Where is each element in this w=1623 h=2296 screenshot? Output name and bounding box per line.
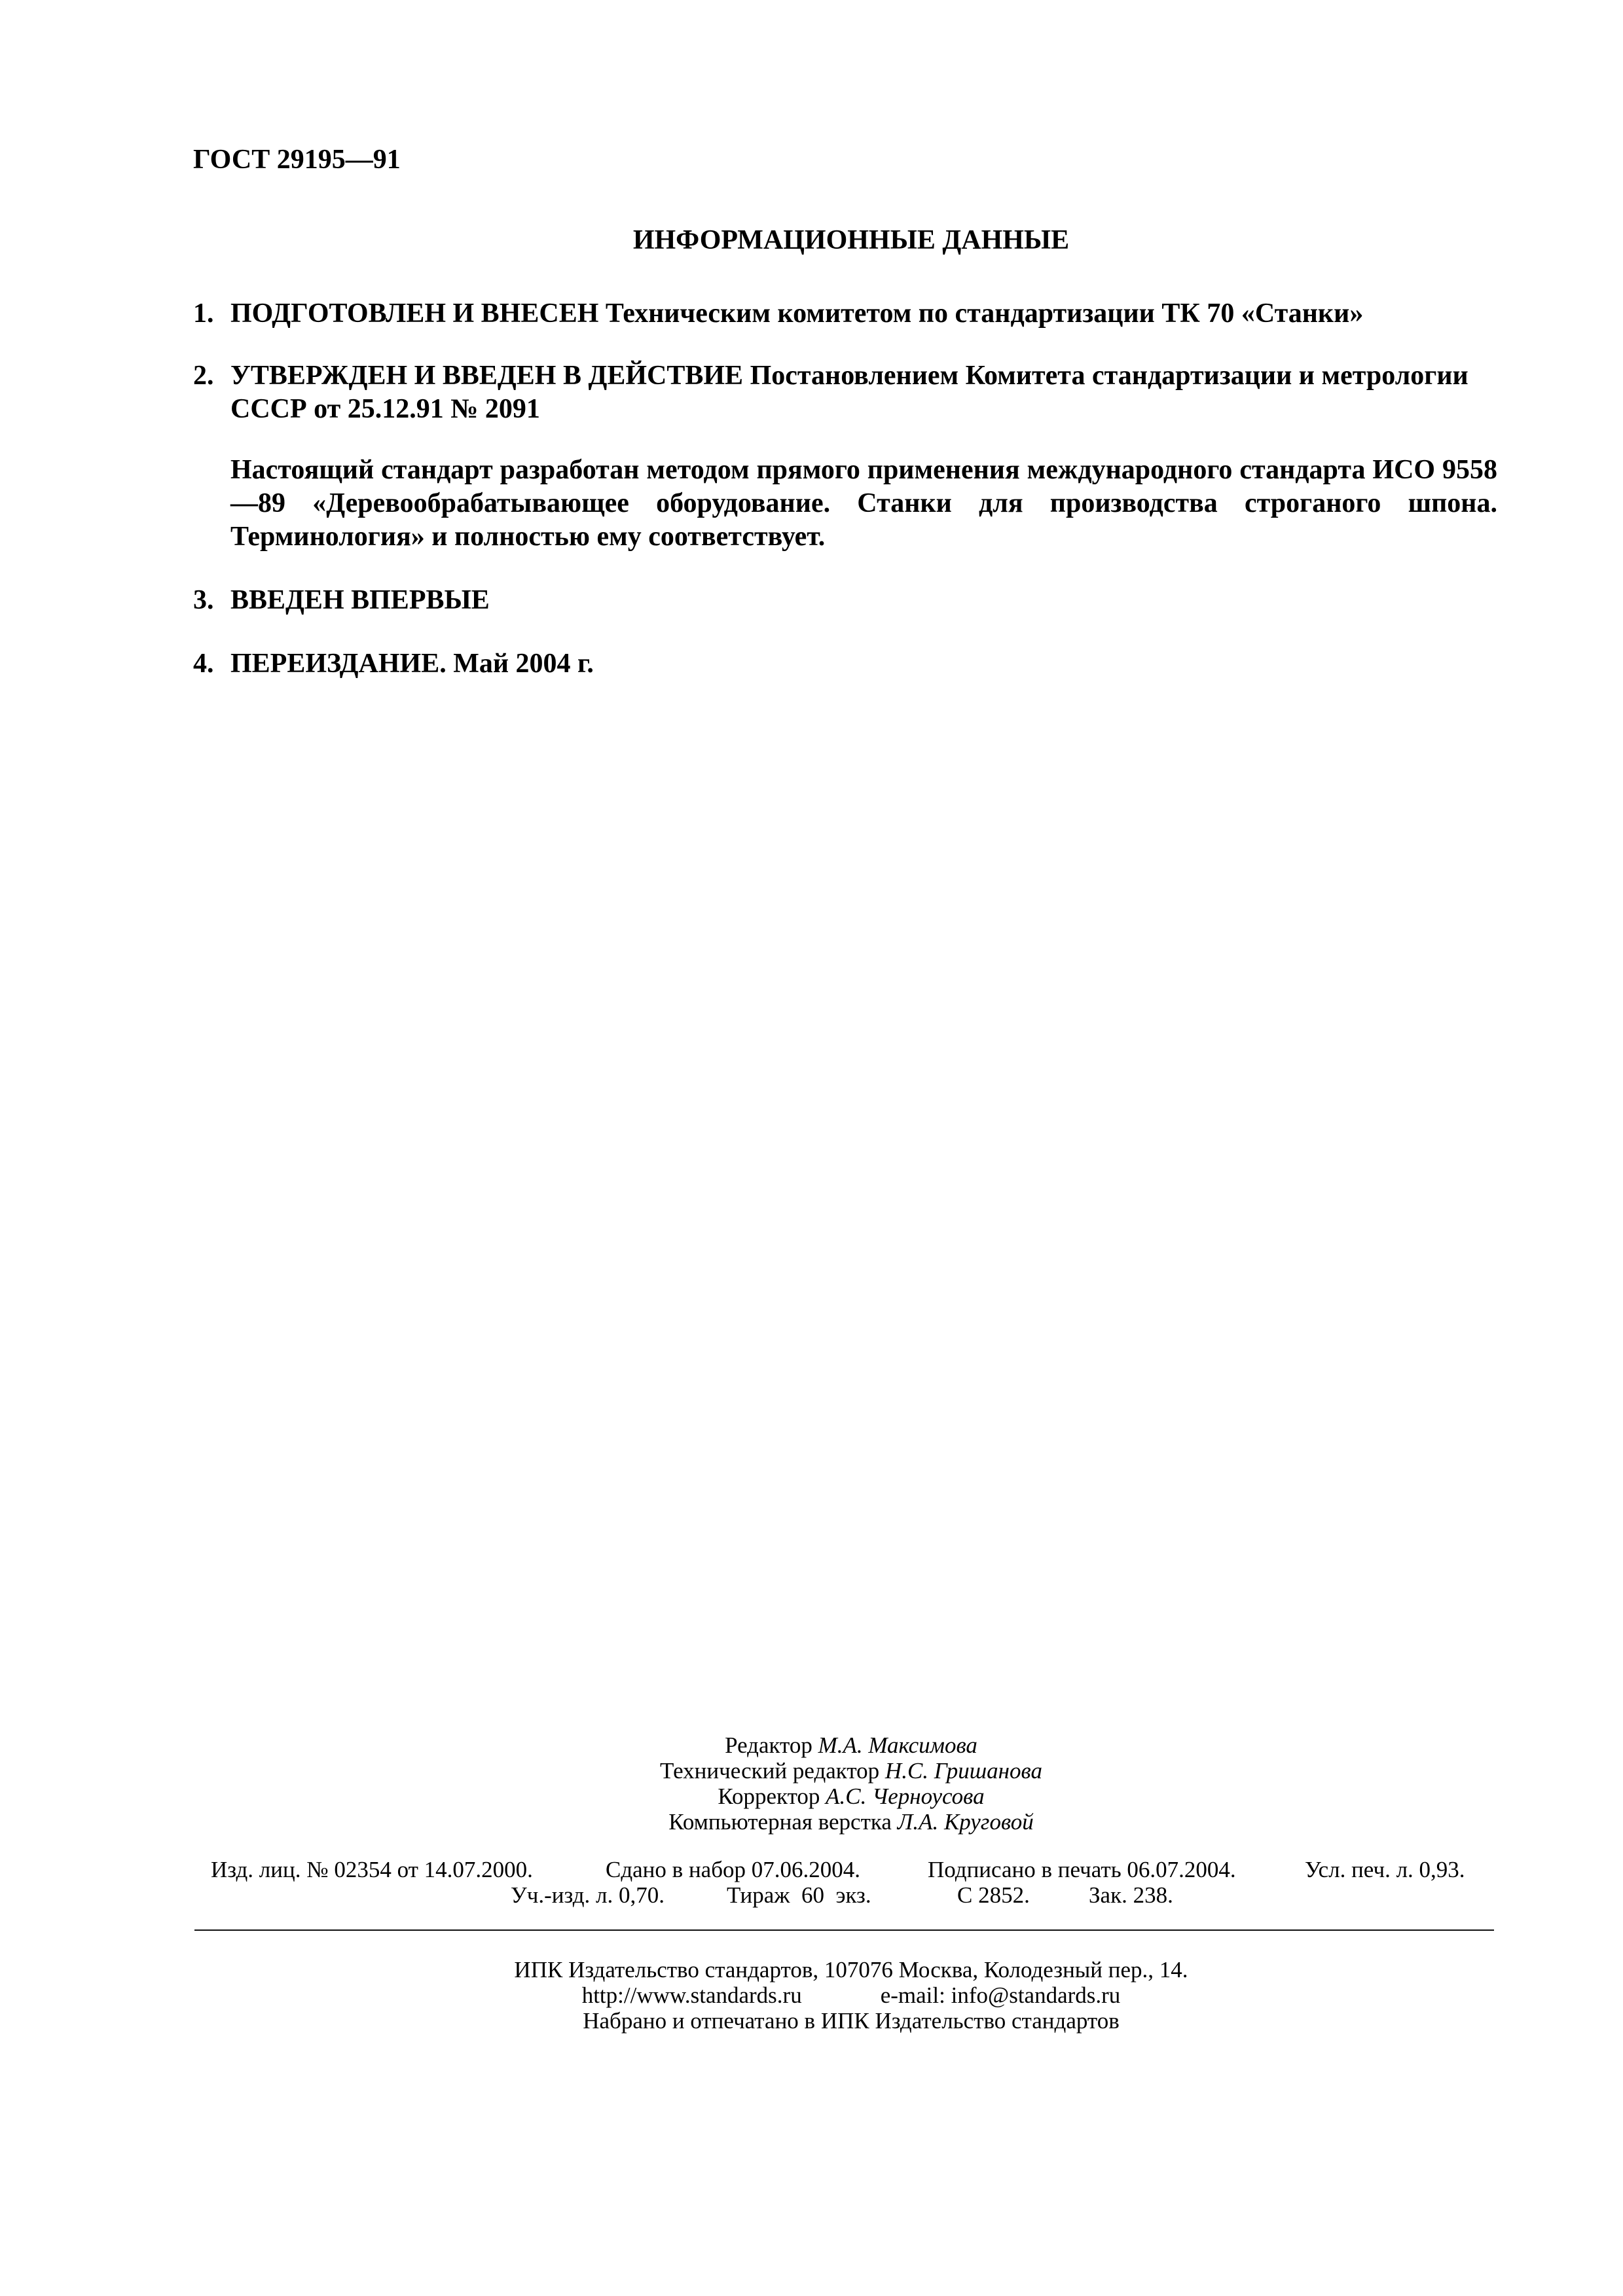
item-text: ВВЕДЕН ВПЕРВЫЕ [230, 585, 490, 615]
credit-editor: Редактор М.А. Максимова [725, 1732, 977, 1758]
imprint-signed: Подписано в печать 06.07.2004. [928, 1857, 1236, 1882]
standard-note: Настоящий стандарт разработан методом прямого применения международного стандарта ИСО 9558—89 «Деревообрабатывающее оборудование. Станки для производства строганого шпона. Терминология» и полностью ему соответствует. [230, 455, 1497, 552]
imprint-license: Изд. лиц. № 02354 от 14.07.2000. [211, 1857, 533, 1882]
imprint-print-sheets: Усл. печ. л. 0,93. [1305, 1857, 1465, 1882]
item-number: 2. [193, 361, 214, 391]
item-number: 3. [193, 585, 214, 615]
divider [194, 1929, 1494, 1931]
item-text: УТВЕРЖДЕН И ВВЕДЕН В ДЕЙСТВИЕ Постановлением Комитета стандартизации и метрологии [230, 361, 1468, 391]
imprint-order: Зак. 238. [1089, 1882, 1173, 1908]
section-title: ИНФОРМАЦИОННЫЕ ДАННЫЕ [632, 225, 1070, 255]
item-text: ПОДГОТОВЛЕН И ВНЕСЕН Техническим комитетом по стандартизации ТК 70 «Станки» [230, 298, 1364, 329]
publisher-email: e-mail: info@standards.ru [880, 1982, 1121, 2008]
publisher-address: ИПК Издательство стандартов, 107076 Москва, Колодезный пер., 14. [514, 1957, 1188, 1982]
item-number: 4. [193, 649, 214, 679]
imprint-circulation: Тираж 60 экз. [727, 1882, 871, 1908]
item-number: 1. [193, 298, 214, 329]
item-text-continued: СССР от 25.12.91 № 2091 [230, 394, 540, 424]
credit-layout: Компьютерная верстка Л.А. Круговой [668, 1809, 1034, 1835]
credit-tech-editor: Технический редактор Н.С. Гришанова [660, 1758, 1042, 1784]
imprint-code: С 2852. [957, 1882, 1030, 1908]
credit-proofreader: Корректор А.С. Черноусова [718, 1784, 985, 1809]
imprint-typeset: Сдано в набор 07.06.2004. [606, 1857, 861, 1882]
publisher-contacts [0, 1982, 1623, 2008]
credits-block [0, 1732, 1623, 1835]
publisher-footer [0, 1957, 1623, 2034]
publisher-url: http://www.standards.ru [581, 1982, 802, 2008]
printed-note: Набрано и отпечатано в ИПК Издательство стандартов [583, 2008, 1120, 2034]
document-number: ГОСТ 29195—91 [193, 145, 401, 175]
item-text: ПЕРЕИЗДАНИЕ. Май 2004 г. [230, 649, 594, 679]
imprint-pub-sheets: Уч.-изд. л. 0,70. [511, 1882, 665, 1908]
